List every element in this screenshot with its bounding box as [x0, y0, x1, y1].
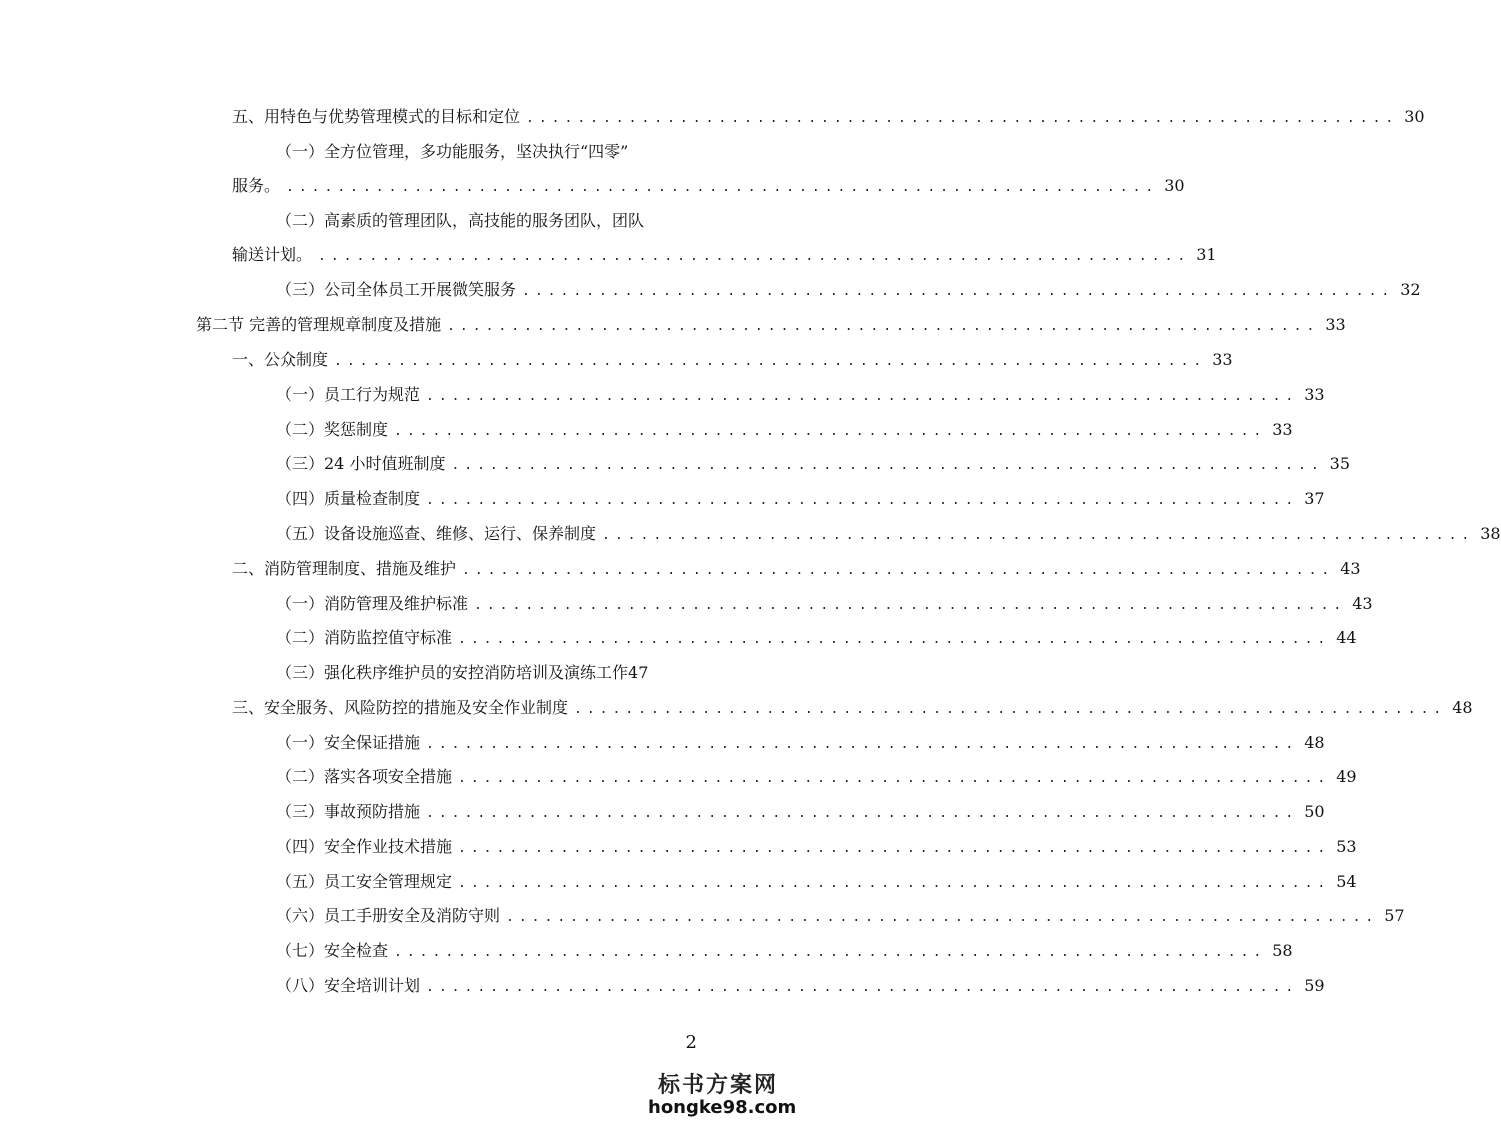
toc-entry-page: 59: [1304, 976, 1325, 995]
toc-entry-title: 一、公众制度: [232, 350, 329, 369]
toc-entry-title: （五）员工安全管理规定: [276, 872, 453, 891]
toc-entry-wrap-line[interactable]: （一）全方位管理，多功能服务，坚决执行“四零”: [276, 142, 629, 161]
toc-entry-page: 30: [1404, 107, 1425, 126]
toc-entry-section-5[interactable]: [232, 106, 1425, 130]
toc-entry-3-4[interactable]: [276, 836, 1357, 860]
toc-entry-page: 57: [1384, 906, 1405, 925]
toc-entry-title: （八）安全培训计划: [276, 976, 421, 995]
toc-entry-3-8[interactable]: [276, 975, 1325, 999]
toc-entry-page: 32: [1400, 280, 1421, 299]
toc-entry-3-6[interactable]: [276, 905, 1405, 929]
toc-leader-dots: ....................................................................: [506, 910, 1379, 925]
toc-entry-page: 58: [1272, 941, 1293, 960]
toc-entry-page: 33: [1325, 315, 1346, 334]
toc-entry-page: 43: [1340, 559, 1361, 578]
toc-entry-1-5[interactable]: [276, 523, 1501, 547]
toc-entry-3-2[interactable]: [276, 766, 1357, 790]
toc-leader-dots: ....................................................................: [426, 806, 1299, 821]
toc-entry-title: （三）公司全体员工开展微笑服务: [276, 280, 517, 299]
toc-leader-dots: ....................................................................: [447, 319, 1320, 334]
toc-entry-page: 48: [1304, 733, 1325, 752]
toc-leader-dots: ....................................................................: [462, 563, 1335, 578]
toc-entry-5-1[interactable]: [232, 175, 1185, 199]
toc-leader-dots: ....................................................................: [334, 354, 1207, 369]
toc-entry-title: （二）奖惩制度: [276, 420, 389, 439]
toc-entry-title: 第二节 完善的管理规章制度及措施: [196, 315, 442, 334]
toc-entry-title: （五）设备设施巡查、维修、运行、保养制度: [276, 524, 597, 543]
toc-leader-dots: ....................................................................: [458, 841, 1331, 856]
toc-entry-page: 48: [1452, 698, 1473, 717]
toc-entry-3-3[interactable]: [276, 801, 1325, 825]
toc-entry-5-2[interactable]: [232, 244, 1217, 268]
toc-entry-title: （二）消防监控值守标准: [276, 628, 453, 647]
toc-leader-dots: ....................................................................: [394, 424, 1267, 439]
toc-leader-dots: ....................................................................: [602, 528, 1475, 543]
toc-entry-page: 33: [1272, 420, 1293, 439]
toc-entry-page: 53: [1336, 837, 1357, 856]
toc-entry-title: （二）落实各项安全措施: [276, 767, 453, 786]
toc-entry-title: （三）强化秩序维护员的安控消防培训及演练工作: [276, 663, 629, 682]
toc-leader-dots: ....................................................................: [286, 180, 1159, 195]
toc-entry-page: 30: [1164, 176, 1185, 195]
toc-entry-2[interactable]: [232, 558, 1361, 582]
toc-leader-dots: ....................................................................: [522, 284, 1395, 299]
toc-entry-1-3[interactable]: [276, 453, 1351, 477]
toc-entry-title: （四）安全作业技术措施: [276, 837, 453, 856]
toc-entry-page: 35: [1329, 454, 1351, 473]
toc-entry-title: 五、用特色与优势管理模式的目标和定位: [232, 107, 521, 126]
toc-entry-page: 50: [1304, 802, 1325, 821]
toc-leader-dots: ....................................................................: [426, 737, 1299, 752]
toc-leader-dots: ....................................................................: [394, 945, 1267, 960]
toc-leader-dots: ....................................................................: [426, 389, 1299, 404]
toc-entry-5-3[interactable]: [276, 279, 1421, 303]
toc-entry-title: 三、安全服务、风险防控的措施及安全作业制度: [232, 698, 569, 717]
watermark-logo: [648, 1068, 797, 1118]
toc-entry-page: 47: [628, 663, 649, 682]
toc-entry-title: （七）安全检查: [276, 941, 389, 960]
toc-entry-page: 38: [1480, 524, 1501, 543]
toc-leader-dots: ....................................................................: [458, 876, 1331, 891]
toc-leader-dots: ....................................................................: [318, 249, 1191, 264]
toc-leader-dots: ....................................................................: [451, 458, 1324, 473]
toc-entry-2-1[interactable]: [276, 593, 1373, 617]
toc-leader-dots: ....................................................................: [426, 980, 1299, 995]
watermark-url: hongke98.com: [648, 1097, 797, 1118]
toc-entry-title: （六）员工手册安全及消防守则: [276, 906, 501, 925]
toc-entry-page: 43: [1352, 594, 1373, 613]
toc-leader-dots: ....................................................................: [458, 771, 1331, 786]
toc-entry-title: （三）事故预防措施: [276, 802, 421, 821]
toc-entry-page: 31: [1196, 245, 1217, 264]
toc-entry-1-4[interactable]: [276, 488, 1325, 512]
toc-entry-title: （四）质量检查制度: [276, 489, 421, 508]
toc-entry-page: 37: [1304, 489, 1325, 508]
toc-entry-title: （一）安全保证措施: [276, 733, 421, 752]
toc-entry-title: （一）消防管理及维护标准: [276, 594, 469, 613]
toc-entry-page: 33: [1304, 385, 1325, 404]
toc-entry-3[interactable]: [232, 697, 1473, 721]
toc-leader-dots: ....................................................................: [426, 493, 1299, 508]
toc-entry-3-1[interactable]: [276, 732, 1325, 756]
toc-leader-dots: ....................................................................: [526, 111, 1399, 126]
toc-entry-title: （三）24 小时值班制度: [276, 454, 446, 473]
toc-entry-3-7[interactable]: [276, 940, 1293, 964]
toc-entry-2-3[interactable]: [276, 662, 698, 684]
toc-entry-2-2[interactable]: [276, 627, 1357, 651]
page-number: 2: [685, 1032, 697, 1053]
toc-entry-section-2[interactable]: [196, 314, 1346, 338]
toc-entry-title: 服务。: [232, 176, 281, 195]
toc-leader-dots: ....................................................................: [458, 632, 1331, 647]
toc-leader-dots: ....................................................................: [474, 598, 1347, 613]
toc-entry-3-5[interactable]: [276, 871, 1357, 895]
toc-entry-title: （一）员工行为规范: [276, 385, 421, 404]
toc-leader-dots: ....................................................................: [574, 702, 1447, 717]
toc-entry-1-2[interactable]: [276, 419, 1293, 443]
toc-entry-title: 输送计划。: [232, 245, 313, 264]
toc-entry-page: 44: [1336, 628, 1357, 647]
toc-entry-1[interactable]: [232, 349, 1233, 373]
watermark-text: 标书方案网: [657, 1072, 778, 1098]
toc-entry-wrap-line[interactable]: （二）高素质的管理团队，高技能的服务团队，团队: [276, 211, 645, 230]
toc-entry-page: 49: [1336, 767, 1357, 786]
toc-entry-page: 33: [1212, 350, 1233, 369]
toc-entry-page: 54: [1336, 872, 1357, 891]
toc-entry-1-1[interactable]: [276, 384, 1325, 408]
toc-entry-title: 二、消防管理制度、措施及维护: [232, 559, 457, 578]
